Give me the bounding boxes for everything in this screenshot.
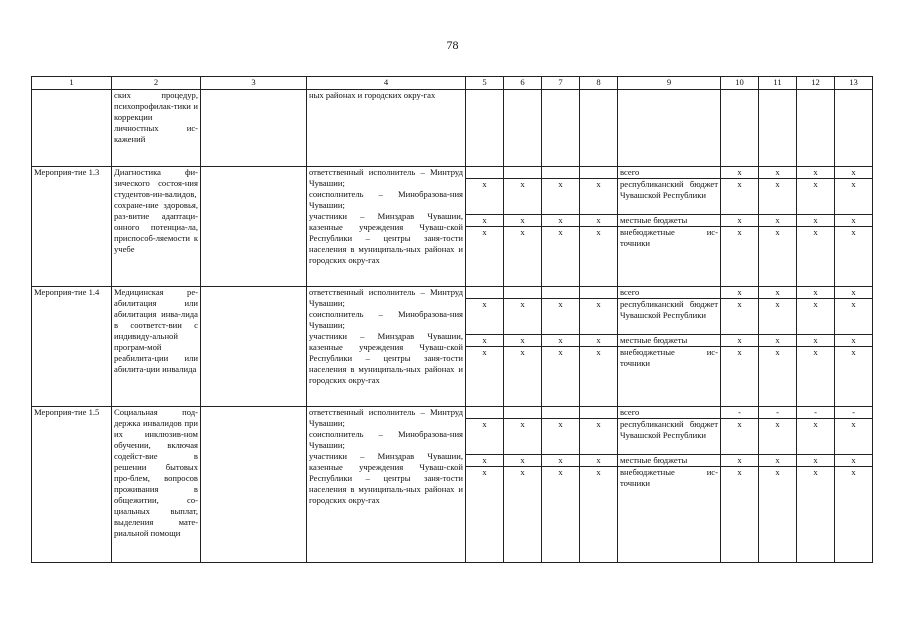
value-cell: x: [721, 215, 759, 227]
value-cell: x: [504, 419, 542, 455]
header-cell: 6: [504, 77, 542, 90]
cell-empty: [618, 90, 721, 167]
value-cell: x: [835, 419, 873, 455]
cell-executors: ных районах и городских окру-гах: [307, 90, 466, 167]
value-cell: x: [797, 467, 835, 563]
cell-empty: [797, 90, 835, 167]
funding-source: местные бюджеты: [618, 335, 721, 347]
value-cell: -: [835, 407, 873, 419]
funding-source: внебюджетные ис-точники: [618, 227, 721, 287]
value-cell: x: [797, 227, 835, 287]
value-cell: x: [721, 179, 759, 215]
funding-source: внебюджетные ис-точники: [618, 347, 721, 407]
value-cell: x: [504, 347, 542, 407]
value-cell: x: [580, 335, 618, 347]
value-cell: x: [504, 335, 542, 347]
value-cell: x: [542, 215, 580, 227]
funding-source: республиканский бюджет Чувашской Республики: [618, 179, 721, 215]
value-cell: x: [721, 455, 759, 467]
page-number: 78: [446, 38, 459, 52]
cell-empty: [466, 90, 504, 167]
value-cell: x: [759, 215, 797, 227]
value-cell: x: [797, 455, 835, 467]
value-cell: x: [466, 227, 504, 287]
value-cell: x: [835, 299, 873, 335]
header-cell: 13: [835, 77, 873, 90]
value-cell: [504, 167, 542, 179]
value-cell: x: [797, 419, 835, 455]
header-cell: 11: [759, 77, 797, 90]
executor-line: участники – Минздрав Чувашии, казенные учреждения Чуваш-ской Республики – центры заня-тости населения в муниципаль-ных районах и городских окру-гах: [309, 451, 463, 505]
executor-line: соисполнитель – Минобразова-ния Чувашии;: [309, 309, 463, 330]
measure-row: [32, 407, 873, 419]
value-cell: x: [580, 455, 618, 467]
header-cell: 4: [307, 77, 466, 90]
value-cell: [466, 167, 504, 179]
value-cell: [542, 287, 580, 299]
value-cell: [466, 287, 504, 299]
program-table: [31, 76, 873, 563]
value-cell: x: [542, 179, 580, 215]
value-cell: x: [542, 347, 580, 407]
executor-line: участники – Минздрав Чувашии, казенные учреждения Чуваш-ской Республики – центры заня-тости населения в муниципаль-ных районах и городских окру-гах: [309, 211, 463, 265]
value-cell: x: [580, 347, 618, 407]
header-row: [32, 77, 873, 90]
value-cell: x: [580, 467, 618, 563]
cell-empty: [504, 90, 542, 167]
value-cell: -: [721, 407, 759, 419]
value-cell: x: [759, 347, 797, 407]
cell-empty: [201, 287, 307, 407]
funding-source: всего: [618, 407, 721, 419]
cell-description: ских процедур, психопрофилак-тики и коррекции личностных ис-кажений: [112, 90, 201, 167]
value-cell: x: [759, 467, 797, 563]
value-cell: x: [835, 215, 873, 227]
value-cell: [542, 167, 580, 179]
value-cell: x: [759, 179, 797, 215]
value-cell: x: [797, 215, 835, 227]
value-cell: x: [721, 419, 759, 455]
value-cell: x: [580, 299, 618, 335]
value-cell: [580, 407, 618, 419]
executor-line: соисполнитель – Минобразова-ния Чувашии;: [309, 189, 463, 210]
value-cell: x: [466, 335, 504, 347]
measure-name: Мероприя-тие 1.3: [32, 167, 112, 287]
cell-empty: [201, 167, 307, 287]
value-cell: x: [797, 167, 835, 179]
value-cell: x: [759, 287, 797, 299]
value-cell: x: [721, 287, 759, 299]
header-cell: 8: [580, 77, 618, 90]
value-cell: [580, 287, 618, 299]
value-cell: x: [466, 467, 504, 563]
value-cell: x: [466, 419, 504, 455]
measure-description: Медицинская ре-абилитация или абилитация инва-лида в соответст-вии с индивиду-альной програм-мой реабилита-ции или абилита-ции инвалида: [112, 287, 201, 407]
funding-source: всего: [618, 287, 721, 299]
value-cell: x: [759, 299, 797, 335]
executor-line: ответственный исполнитель – Минтруд Чувашии;: [309, 287, 463, 308]
value-cell: x: [759, 419, 797, 455]
value-cell: x: [835, 455, 873, 467]
value-cell: x: [835, 335, 873, 347]
measure-description: Диагностика фи-зического состоя-ния студентов-ин-валидов, сохране-ние здоровья, раз-витие адаптаци-онного потенциа-ла, приспособ-ляемости к учебе: [112, 167, 201, 287]
value-cell: x: [466, 179, 504, 215]
header-cell: 5: [466, 77, 504, 90]
measure-executors: [307, 167, 466, 287]
value-cell: x: [580, 215, 618, 227]
value-cell: x: [721, 335, 759, 347]
funding-source: местные бюджеты: [618, 215, 721, 227]
value-cell: x: [466, 299, 504, 335]
cell-empty: [835, 90, 873, 167]
executor-line: ответственный исполнитель – Минтруд Чувашии;: [309, 167, 463, 188]
value-cell: x: [835, 287, 873, 299]
value-cell: x: [721, 227, 759, 287]
value-cell: x: [466, 347, 504, 407]
value-cell: x: [759, 167, 797, 179]
funding-source: внебюджетные ис-точники: [618, 467, 721, 563]
value-cell: x: [835, 467, 873, 563]
value-cell: x: [759, 227, 797, 287]
value-cell: x: [835, 179, 873, 215]
measure-row: [32, 167, 873, 179]
value-cell: x: [504, 455, 542, 467]
value-cell: x: [721, 167, 759, 179]
value-cell: x: [466, 215, 504, 227]
funding-source: местные бюджеты: [618, 455, 721, 467]
value-cell: -: [759, 407, 797, 419]
value-cell: [542, 407, 580, 419]
value-cell: x: [797, 335, 835, 347]
table-body: [32, 77, 873, 563]
header-cell: 1: [32, 77, 112, 90]
measure-row: [32, 287, 873, 299]
header-cell: 2: [112, 77, 201, 90]
measure-description: Социальная под-держка инвалидов при их инклюзив-ном обучении, включая содейст-вие в решении бытовых про-блем, вопросов проживания в общежитии, со-циальных выплат, выделения мате-риальной помощи: [112, 407, 201, 563]
measure-name: Мероприя-тие 1.4: [32, 287, 112, 407]
value-cell: x: [542, 467, 580, 563]
value-cell: [580, 167, 618, 179]
measure-name: Мероприя-тие 1.5: [32, 407, 112, 563]
header-cell: 7: [542, 77, 580, 90]
value-cell: x: [797, 347, 835, 407]
value-cell: [504, 407, 542, 419]
header-cell: 12: [797, 77, 835, 90]
value-cell: x: [504, 215, 542, 227]
value-cell: [466, 407, 504, 419]
cell-empty: [721, 90, 759, 167]
header-cell: 9: [618, 77, 721, 90]
funding-source: всего: [618, 167, 721, 179]
value-cell: x: [580, 179, 618, 215]
executor-line: ответственный исполнитель – Минтруд Чувашии;: [309, 407, 463, 428]
cell-empty: [759, 90, 797, 167]
value-cell: x: [504, 467, 542, 563]
value-cell: x: [835, 227, 873, 287]
value-cell: [504, 287, 542, 299]
value-cell: x: [721, 347, 759, 407]
header-cell: 10: [721, 77, 759, 90]
value-cell: x: [504, 179, 542, 215]
measure-executors: [307, 407, 466, 563]
value-cell: x: [504, 299, 542, 335]
value-cell: x: [580, 227, 618, 287]
value-cell: x: [759, 455, 797, 467]
value-cell: x: [580, 419, 618, 455]
value-cell: x: [504, 227, 542, 287]
value-cell: x: [542, 299, 580, 335]
value-cell: x: [797, 179, 835, 215]
cell-empty: [201, 407, 307, 563]
value-cell: x: [466, 455, 504, 467]
measure-executors: [307, 287, 466, 407]
value-cell: x: [542, 455, 580, 467]
value-cell: x: [835, 167, 873, 179]
cell-empty: [580, 90, 618, 167]
value-cell: x: [542, 227, 580, 287]
executor-line: участники – Минздрав Чувашии, казенные учреждения Чуваш-ской Республики – центры заня-тости населения в муниципаль-ных районах и городских окру-гах: [309, 331, 463, 385]
cell-empty: [201, 90, 307, 167]
value-cell: x: [542, 335, 580, 347]
header-cell: 3: [201, 77, 307, 90]
cell-measure: [32, 90, 112, 167]
value-cell: x: [721, 467, 759, 563]
funding-source: республиканский бюджет Чувашской Республики: [618, 299, 721, 335]
value-cell: x: [759, 335, 797, 347]
value-cell: x: [797, 299, 835, 335]
funding-source: республиканский бюджет Чувашской Республики: [618, 419, 721, 455]
value-cell: x: [797, 287, 835, 299]
value-cell: x: [721, 299, 759, 335]
continuation-row: [32, 90, 873, 167]
executor-line: соисполнитель – Минобразова-ния Чувашии;: [309, 429, 463, 450]
value-cell: x: [835, 347, 873, 407]
cell-empty: [542, 90, 580, 167]
value-cell: x: [542, 419, 580, 455]
value-cell: -: [797, 407, 835, 419]
